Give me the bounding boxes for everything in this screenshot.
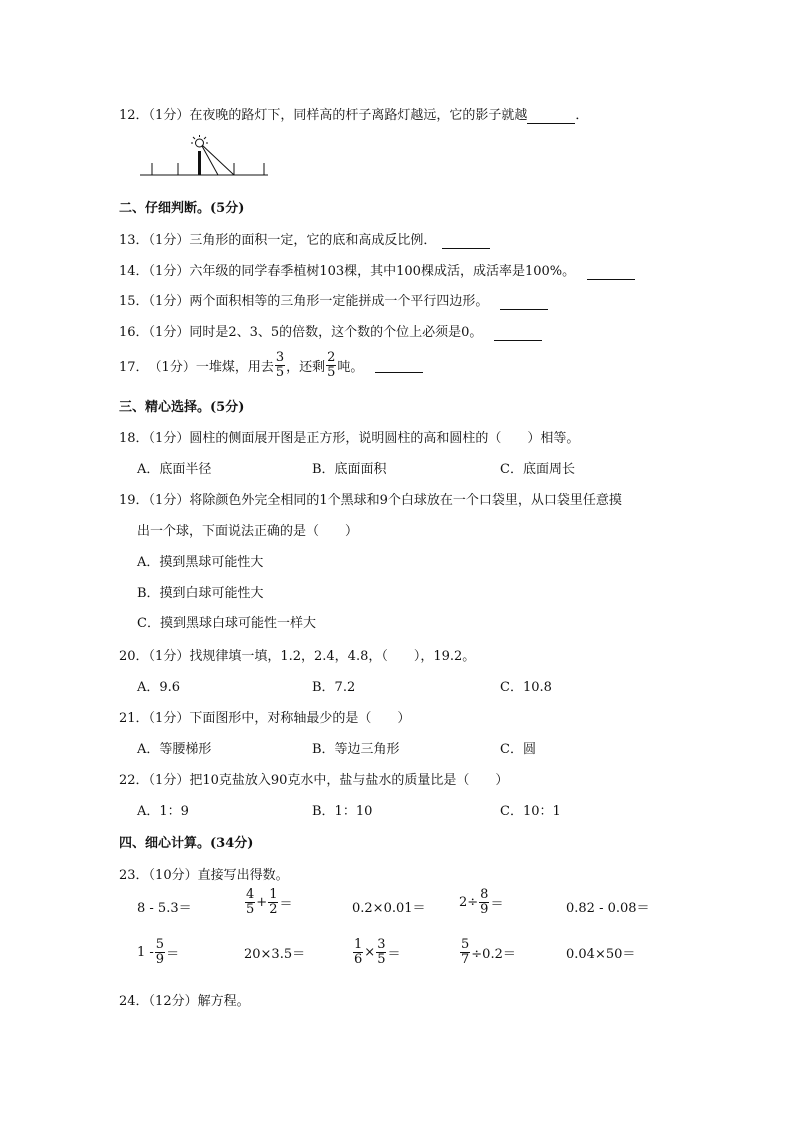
numerator: 1 [269,887,278,902]
question-19 [119,489,622,508]
calc-4 [459,888,503,916]
numerator: 8 [480,887,489,902]
denominator: 2 [269,901,278,917]
punctuation: ． [575,108,589,123]
question-text: 一堆煤，用去 [195,359,274,375]
question-20 [119,645,475,664]
numerator: 3 [275,349,285,365]
question-23 [119,864,289,883]
numerator: 5 [461,937,470,952]
denominator: 9 [480,901,489,917]
numerator: 1 [354,937,363,952]
question-16 [119,321,542,341]
option-b[interactable]: B．7.2 [312,680,356,695]
question-score: （12分） [148,994,198,1009]
question-score: （1分） [148,649,190,664]
operator: + [256,894,268,910]
fraction [376,938,386,966]
option-b[interactable]: B．等边三角形 [312,742,400,757]
question-text: 两个面积相等的三角形一定能拼成一个平行四边形。 [189,294,489,309]
fraction [245,888,255,916]
fraction [155,938,165,966]
option-a[interactable]: A．1：9 [137,804,189,819]
question-text: 把10克盐放入90克水中，盐与盐水的质量比是（ ） [189,773,509,788]
calc-3: 0.2×0.01＝ [352,901,426,916]
question-15 [119,290,548,310]
question-text: 圆柱的侧面展开图是正方形，说明圆柱的高和圆柱的（ ）相等。 [189,431,580,446]
question-number: 24． [119,994,149,1009]
fraction [353,938,363,966]
option-a[interactable]: A．摸到黑球可能性大 [137,555,264,570]
question-22 [119,769,508,788]
question-text: 同时是2、3、5的倍数，这个数的个位上必须是0。 [189,325,483,340]
question-number: 16． [119,325,149,340]
section-2-title: 二、仔细判断。(5分) [119,201,245,216]
numerator: 3 [377,937,386,952]
numerator: 2 [327,349,336,365]
question-text: 吨。 [337,359,364,375]
option-a[interactable]: A．9.6 [137,680,181,695]
street-lamp-figure [138,133,270,177]
question-number: 17． [119,359,149,375]
calc-7: 20×3.5＝ [244,947,306,962]
fraction [326,351,336,379]
question-score: （1分） [148,773,190,788]
question-text: 下面图形中，对称轴最少的是（ ） [189,711,411,726]
answer-blank[interactable] [500,294,548,310]
question-19-continued: 出一个球，下面说法正确的是（ ） [137,524,359,539]
question-number: 13． [119,233,149,248]
question-score: （1分） [148,493,190,508]
answer-blank[interactable] [587,264,635,280]
question-13 [119,229,490,249]
denominator: 7 [461,951,470,967]
fraction [460,938,470,966]
calc-9 [459,938,516,966]
question-number: 15． [119,294,149,309]
answer-blank[interactable] [527,108,575,124]
question-24 [119,990,250,1009]
question-text: 找规律填一填，1.2，2.4，4.8，（ ），19.2。 [189,649,476,664]
equals: ＝ [387,946,401,962]
option-c[interactable]: C．圆 [500,742,536,757]
question-number: 12． [119,108,149,123]
fraction [268,888,278,916]
option-a[interactable]: A．底面半径 [137,462,212,477]
question-text: 六年级的同学春季植树103棵，其中100棵成活，成活率是100%。 [189,264,576,279]
calc-8 [352,938,400,966]
denominator: 5 [377,951,386,967]
question-number: 20． [119,649,149,664]
option-b[interactable]: B．底面面积 [312,462,387,477]
question-score: （1分） [148,711,190,726]
question-text: 在夜晚的路灯下，同样高的杆子离路灯越远，它的影子就越 [189,108,528,123]
question-text: 直接写出得数。 [197,868,289,883]
answer-blank[interactable] [494,325,542,341]
question-score: （1分） [148,294,190,309]
option-a[interactable]: A．等腰梯形 [137,742,212,757]
question-score: （1分） [148,431,190,446]
operand: 1 - [137,944,154,960]
denominator: 6 [354,951,363,967]
fraction [479,888,489,916]
equals: ＝ [490,896,504,912]
numerator: 5 [155,937,165,952]
calc-1: 8 - 5.3＝ [137,901,192,916]
question-14 [119,260,635,280]
question-score: （1分） [148,325,190,340]
question-21 [119,707,410,726]
section-3-title: 三、精心选择。(5分) [119,400,245,415]
denominator: 9 [155,951,165,967]
operator: × [364,944,376,960]
option-c[interactable]: C．10：1 [500,804,561,819]
question-score: （1分） [148,264,190,279]
question-number: 21． [119,711,149,726]
option-b[interactable]: B．摸到白球可能性大 [137,586,264,601]
question-number: 18． [119,431,149,446]
section-4-title: 四、细心计算。(34分) [119,836,254,851]
question-score: （1分） [148,233,190,248]
calc-2 [244,888,292,916]
denominator: 5 [327,364,336,380]
question-number: 23． [119,868,149,883]
question-17 [119,347,423,383]
question-text: 解方程。 [197,994,250,1009]
option-b[interactable]: B．1：10 [312,804,373,819]
question-number: 22． [119,773,149,788]
equals: ＝ [166,946,180,962]
calc-6 [137,938,179,966]
numerator: 4 [246,887,255,902]
operand: 2÷ [459,894,479,910]
question-score: （1分） [148,108,190,123]
answer-blank[interactable] [442,233,490,249]
calc-5: 0.82 - 0.08＝ [566,901,650,916]
calc-10: 0.04×50＝ [566,947,636,962]
option-c[interactable]: C．10.8 [500,680,552,695]
question-text: 将除颜色外完全相同的1个黑球和9个白球放在一个口袋里，从口袋里任意摸 [189,493,622,508]
question-score: （1分） [148,359,196,375]
option-c[interactable]: C．底面周长 [500,462,575,477]
question-12 [119,104,588,124]
denominator: 5 [275,364,285,380]
question-text: 三角形的面积一定，它的底和高成反比例． [189,233,437,248]
question-18 [119,427,579,446]
question-number: 14． [119,264,149,279]
option-c[interactable]: C．摸到黑球白球可能性一样大 [137,616,316,631]
fraction [275,351,285,379]
question-text: ，还剩 [286,359,326,375]
answer-blank[interactable] [375,357,423,373]
operand: ÷0.2＝ [471,946,516,962]
equals: ＝ [279,896,293,912]
denominator: 5 [246,901,255,917]
question-score: （10分） [148,868,198,883]
question-number: 19． [119,493,149,508]
